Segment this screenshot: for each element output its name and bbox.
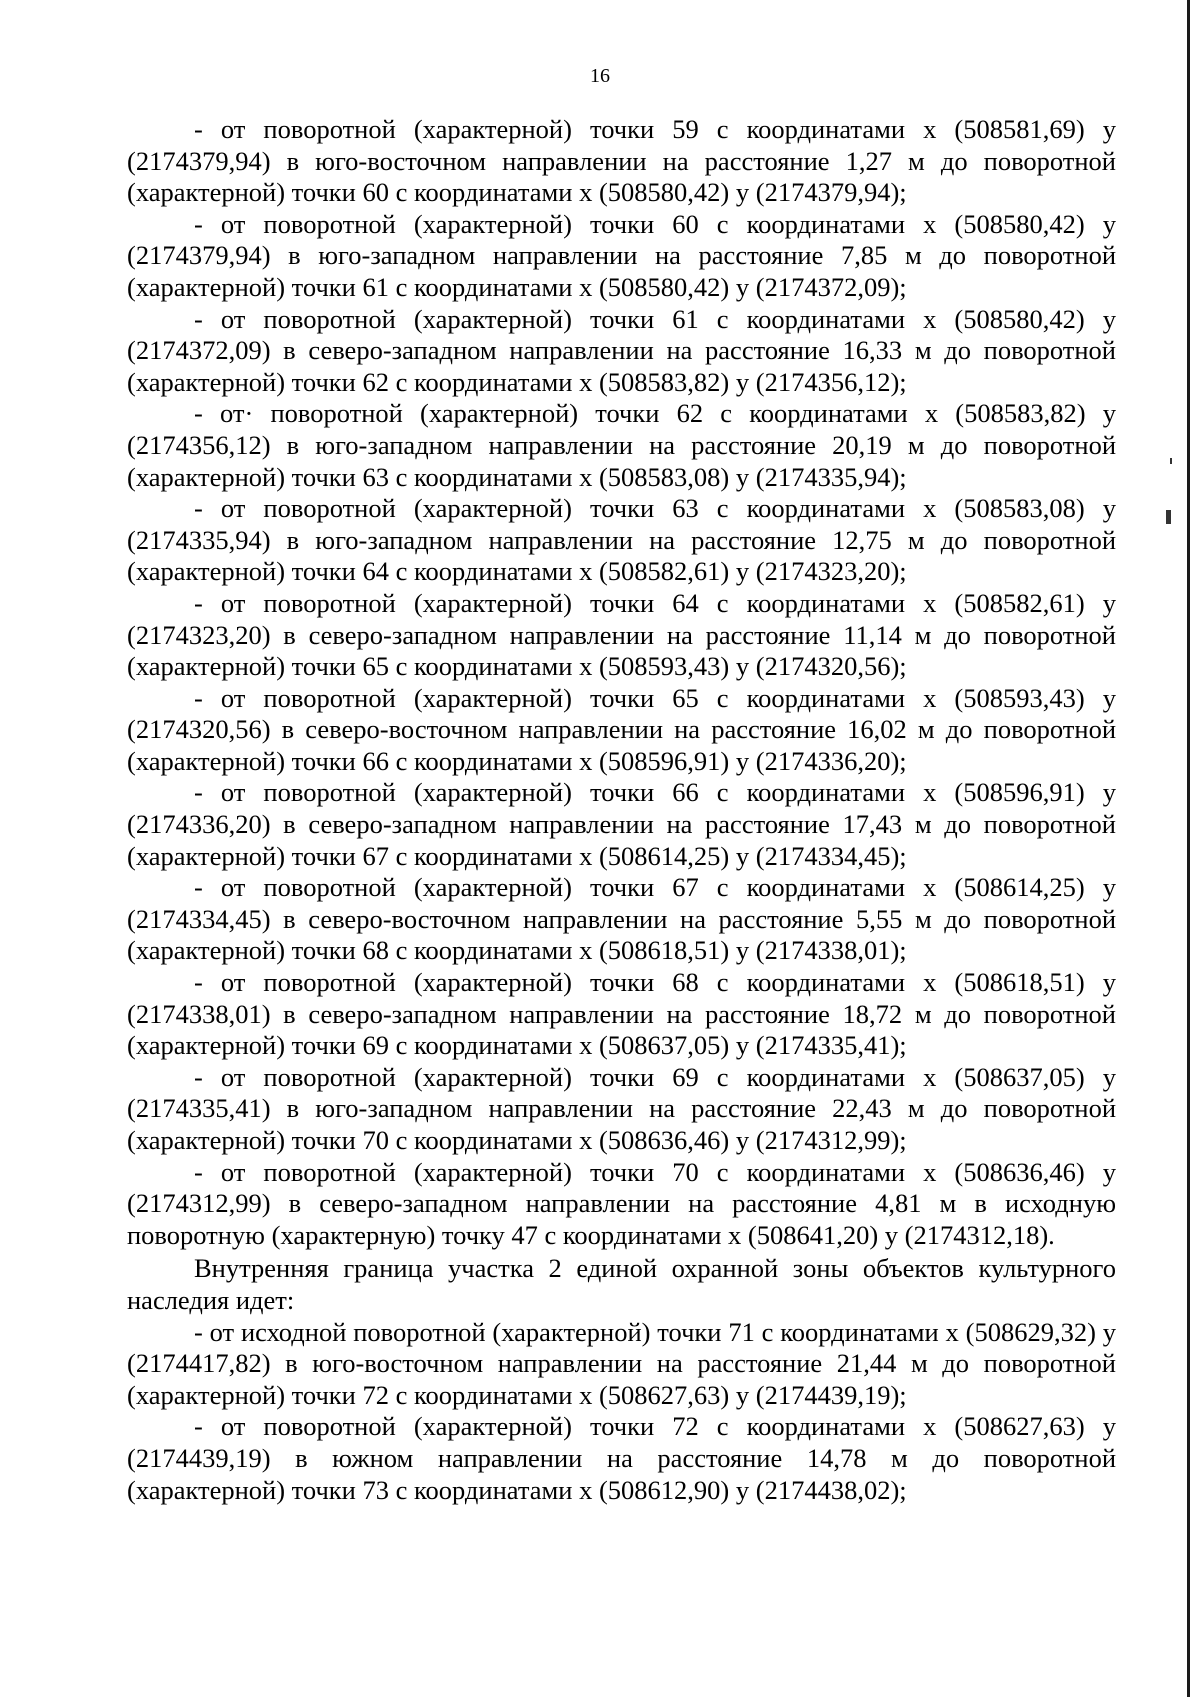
boundary-paragraph: - от поворотной (характерной) точки 64 с координатами х (508582,61) у (2174323,20) в северо-западном направлении на расстояние 11,14 м до поворотной (характерной) точки 65 с координатами х (508593,43) у (2174320,56); (127, 587, 1116, 682)
boundary-paragraph: - от поворотной (характерной) точки 63 с координатами х (508583,08) у (2174335,94) в юго-западном направлении на расстояние 12,75 м до поворотной (характерной) точки 64 с координатами х (508582,61) у (2174323,20); (127, 493, 1116, 587)
boundary-paragraph: - от поворотной (характерной) точки 60 с координатами х (508580,42) у (2174379,94) в юго-западном направлении на расстояние 7,85 м до поворотной (характерной) точки 61 с координатами х (508580,42) у (2174372,09); (127, 208, 1116, 302)
scan-artifact-mark (1170, 458, 1172, 464)
boundary-paragraph: - от поворотной (характерной) точки 69 с координатами х (508637,05) у (2174335,41) в юго-западном направлении на расстояние 22,43 м до поворотной (характерной) точки 70 с координатами х (508636,46) у (2174312,99); (127, 1061, 1116, 1155)
boundary-paragraph: - от поворотной (характерной) точки 61 с координатами х (508580,42) у (2174372,09) в северо-западном направлении на расстояние 16,33 м до поворотной (характерной) точки 62 с координатами х (508583,82) у (2174356,12); (127, 303, 1116, 397)
boundary-paragraph: - от поворотной (характерной) точки 67 с координатами х (508614,25) у (2174334,45) в северо-восточном направлении на расстояние 5,55 м до поворотной (характерной) точки 68 с координатами х (508618,51) у (2174338,01); (127, 872, 1116, 966)
boundary-paragraph: - от поворотной (характерной) точки 59 с координатами х (508581,69) у (2174379,94) в юго-восточном направлении на расстояние 1,27 м до поворотной (характерной) точки 60 с координатами х (508580,42) у (2174379,94); (127, 114, 1116, 208)
page-number: 16 (590, 65, 610, 87)
boundary-paragraph: - от поворотной (характерной) точки 70 с координатами х (508636,46) у (2174312,99) в северо-западном направлении на расстояние 4,81 м в исходную поворотную (характерную) точку 47 с координатами х (508641,20) у (2174312,18). (127, 1156, 1116, 1250)
scan-edge-line (1187, 0, 1190, 1697)
boundary-paragraph: - от· поворотной (характерной) точки 62 с координатами х (508583,82) у (2174356,12) в юго-западном направлении на расстояние 20,19 м до поворотной (характерной) точки 63 с координатами х (508583,08) у (2174335,94); (127, 398, 1116, 492)
scan-artifact-mark (1166, 510, 1171, 524)
boundary-paragraph: - от поворотной (характерной) точки 68 с координатами х (508618,51) у (2174338,01) в северо-западном направлении на расстояние 18,72 м до поворотной (характерной) точки 69 с координатами х (508637,05) у (2174335,41); (127, 967, 1116, 1061)
boundary-paragraph: - от поворотной (характерной) точки 72 с координатами х (508627,63) у (2174439,19) в южном направлении на расстояние 14,78 м до поворотной (характерной) точки 73 с координатами х (508612,90) у (2174438,02); (127, 1411, 1116, 1505)
boundary-paragraph: - от исходной поворотной (характерной) точки 71 с координатами х (508629,32) у (2174417,82) в юго-восточном направлении на расстояние 21,44 м до поворотной (характерной) точки 72 с координатами х (508627,63) у (2174439,19); (127, 1316, 1116, 1410)
boundary-paragraph: - от поворотной (характерной) точки 66 с координатами х (508596,91) у (2174336,20) в северо-западном направлении на расстояние 17,43 м до поворотной (характерной) точки 67 с координатами х (508614,25) у (2174334,45); (127, 777, 1116, 871)
boundary-paragraph: - от поворотной (характерной) точки 65 с координатами х (508593,43) у (2174320,56) в северо-восточном направлении на расстояние 16,02 м до поворотной (характерной) точки 66 с координатами х (508596,91) у (2174336,20); (127, 682, 1116, 776)
document-body (127, 114, 1116, 1506)
section-intro: Внутренняя граница участка 2 единой охранной зоны объектов культурного наследия идет: (127, 1253, 1116, 1315)
